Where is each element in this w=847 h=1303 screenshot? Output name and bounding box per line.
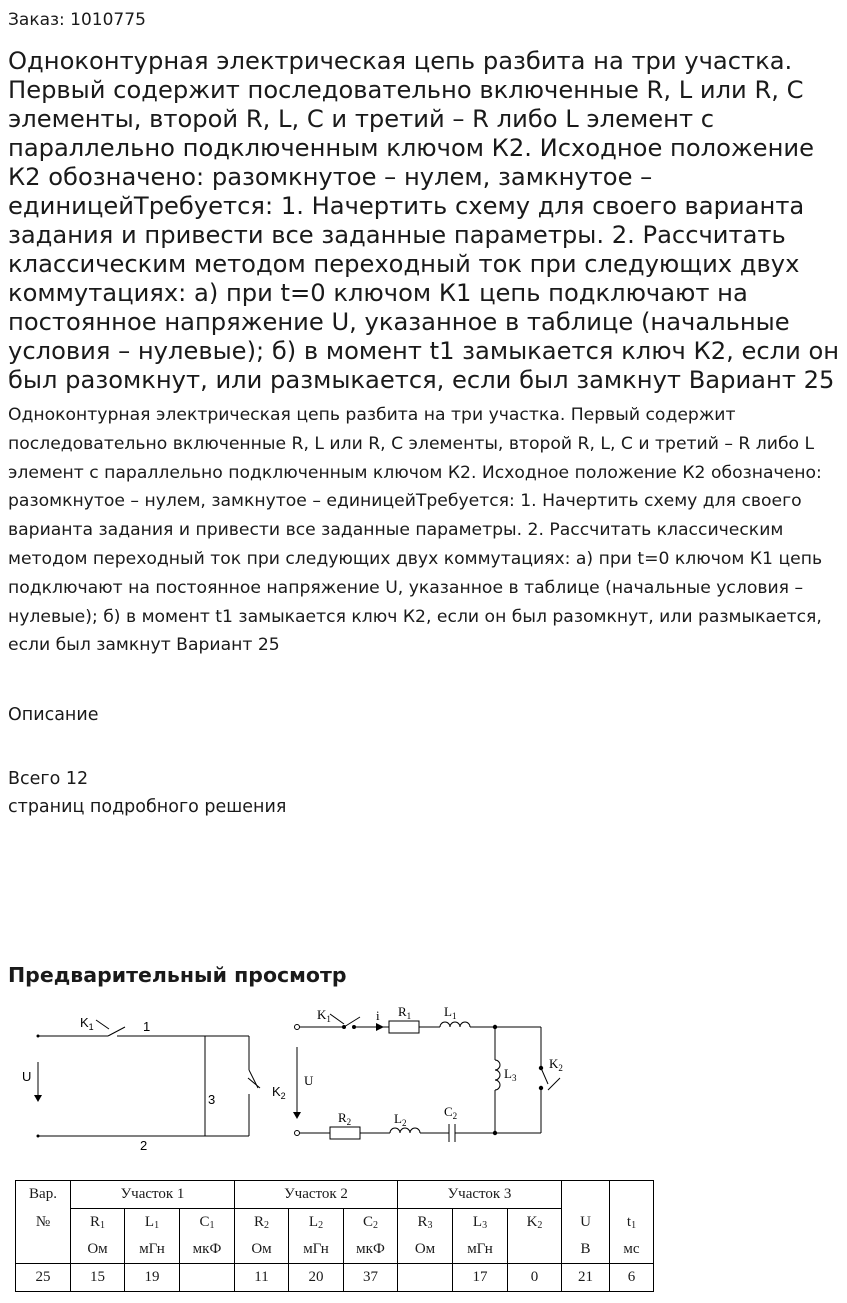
- symbol-cell: $R_2$: [235, 1209, 289, 1237]
- circuit-scheme-1: [38, 1020, 260, 1136]
- unit-cell: Ом: [398, 1236, 453, 1264]
- circuit-scheme-2: [297, 1014, 560, 1142]
- value-cell: [398, 1264, 453, 1292]
- table-row: [16, 1264, 654, 1292]
- unit-cell: мГн: [289, 1236, 344, 1264]
- unit-cell: мкФ: [180, 1236, 235, 1264]
- section-3-header: Участок 3: [398, 1181, 562, 1209]
- value-cell: 21: [562, 1264, 610, 1292]
- scheme2-r2-label: $R_2$: [338, 1110, 352, 1127]
- symbol-cell: $L_1$: [125, 1209, 180, 1237]
- scheme1-k2-label: $K_2$: [272, 1084, 286, 1101]
- unit-cell: В: [562, 1236, 610, 1264]
- task-description: Одноконтурная электрическая цепь разбита на три участка. Первый содержит последовательно включенные R, L или R, C элементы, второй R, L, C и третий – R либо L элемент с параллельно подключенным ключом К2. Исходное положение К2 обозначено: разомкнутое – нулем, замкнутое – единицейТребуется: 1. Начертить схему для своего варианта задания и привести все заданные параметры. 2. Рассчитать классическим методом переходный ток при следующих двух коммутациях: а) при t=0 ключом К1 цепь подключают на постоянное напряжение U, указанное в таблице (начальные условия – нулевые); б) в момент t1 замыкается ключ К2, если он был разомкнут, или размыкается, если был замкнут Вариант 25: [8, 405, 823, 656]
- task-title: Одноконтурная электрическая цепь разбита на три участка. Первый содержит последовательно включенные R, L или R, C элементы, второй R, L, C и третий – R либо L элемент с параллельно подключенным ключом К2. Исходное положение К2 обозначено: разомкнутое – нулем, замкнутое – единицейТребуется: 1. Начертить схему для своего варианта задания и привести все заданные параметры. 2. Рассчитать классическим методом переходный ток при следующих двух коммутациях: а) при t=0 ключом К1 цепь подключают на постоянное напряжение U, указанное в таблице (начальные условия – нулевые); б) в момент t1 замыкается ключ К2, если он был разомкнут, или размыкается, если был замкнут Вариант 25: [8, 47, 840, 394]
- value-cell: [180, 1264, 235, 1292]
- unit-cell: мГн: [453, 1236, 508, 1264]
- scheme2-l3-label: $L_3$: [504, 1066, 517, 1083]
- symbol-cell: $C_2$: [344, 1209, 398, 1237]
- description-label: Описание: [8, 705, 99, 725]
- table-symbols-row: [16, 1209, 654, 1237]
- symbol-cell: $L_2$: [289, 1209, 344, 1237]
- circuit-schemes: [0, 1000, 847, 1175]
- page-count-caption: страниц подробного решения: [8, 797, 287, 817]
- order-number: Заказ: 1010775: [8, 10, 146, 30]
- section-2-header: Участок 2: [235, 1181, 398, 1209]
- unit-cell: Ом: [235, 1236, 289, 1264]
- scheme1-k1-label: $K_1$: [80, 1015, 94, 1032]
- page-count-total: Всего 12: [8, 769, 89, 789]
- scheme2-r1-label: $R_1$: [398, 1004, 412, 1021]
- value-cell: 37: [344, 1264, 398, 1292]
- var-header: Вар.: [16, 1181, 71, 1209]
- symbol-cell: U: [562, 1209, 610, 1237]
- unit-cell: [508, 1236, 562, 1264]
- value-cell: 0: [508, 1264, 562, 1292]
- symbol-cell: $t_1$: [610, 1209, 654, 1237]
- value-cell: 15: [71, 1264, 125, 1292]
- unit-cell: мкФ: [344, 1236, 398, 1264]
- unit-cell: Ом: [71, 1236, 125, 1264]
- scheme1-u-label: U: [22, 1069, 32, 1084]
- value-cell: 20: [289, 1264, 344, 1292]
- preview-heading: Предварительный просмотр: [8, 963, 347, 987]
- scheme2-l2-label: $L_2$: [394, 1111, 407, 1128]
- value-cell: 25: [16, 1264, 71, 1292]
- scheme2-l1-label: $L_1$: [444, 1004, 457, 1021]
- symbol-cell: $K_2$: [508, 1209, 562, 1237]
- scheme2-c2-label: $C_2$: [444, 1104, 458, 1121]
- table-units-row: [16, 1236, 654, 1264]
- scheme1-node-3: 3: [208, 1092, 216, 1107]
- scheme1-node-1: 1: [143, 1019, 151, 1034]
- symbol-cell: $R_3$: [398, 1209, 453, 1237]
- value-cell: 11: [235, 1264, 289, 1292]
- var-number-header: №: [16, 1209, 71, 1237]
- scheme2-k1-label: $K_1$: [317, 1007, 331, 1024]
- value-cell: 19: [125, 1264, 180, 1292]
- symbol-cell: $L_3$: [453, 1209, 508, 1237]
- scheme2-u-label: U: [304, 1073, 314, 1088]
- page-count: [8, 765, 286, 821]
- symbol-cell: $R_1$: [71, 1209, 125, 1237]
- unit-cell: мГн: [125, 1236, 180, 1264]
- table-header-row: [16, 1181, 654, 1209]
- parameters-table: [15, 1180, 654, 1292]
- scheme2-k2-label: $K_2$: [549, 1056, 563, 1073]
- scheme1-node-2: 2: [140, 1138, 148, 1153]
- unit-cell: мс: [610, 1236, 654, 1264]
- symbol-cell: $C_1$: [180, 1209, 235, 1237]
- value-cell: 6: [610, 1264, 654, 1292]
- section-1-header: Участок 1: [71, 1181, 235, 1209]
- scheme2-current-label: i: [376, 1008, 380, 1023]
- value-cell: 17: [453, 1264, 508, 1292]
